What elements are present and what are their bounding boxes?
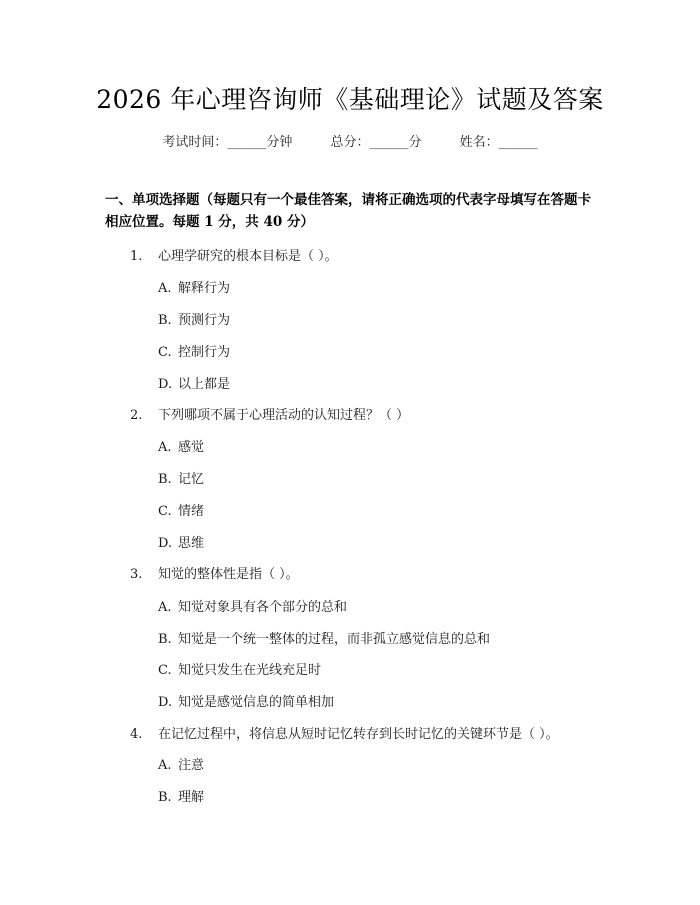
question [130,563,299,582]
option-text: 思维 [178,536,205,551]
option-letter: B. [158,313,172,328]
option-text: 控制行为 [178,345,231,360]
page-title: 2026 年心理咨询师《基础理论》试题及答案 [96,85,604,114]
question [130,245,338,264]
option-letter: A. [158,281,172,296]
question [130,723,559,742]
answer-option [158,754,204,773]
question-text: 心理学研究的根本目标是（ ）。 [158,249,338,264]
option-text: 知觉是一个统一整体的过程，而非孤立感觉信息的总和 [178,632,491,647]
answer-option [158,596,347,615]
option-text: 感觉 [178,440,205,455]
option-letter: D. [158,377,173,392]
option-letter: A. [158,758,172,773]
answer-option [158,532,204,551]
option-text: 知觉是感觉信息的简单相加 [178,695,335,710]
option-text: 知觉对象具有各个部分的总和 [178,600,348,615]
option-letter: C. [158,504,172,519]
question-text: 在记忆过程中，将信息从短时记忆转存到长时记忆的关键环节是（ ）。 [158,727,559,742]
option-letter: A. [158,440,172,455]
name-field: 姓名：______ [459,135,538,150]
answer-option [158,468,204,487]
answer-option [158,659,321,678]
question [130,404,409,423]
answer-option [158,309,230,328]
option-text: 以上都是 [178,377,231,392]
exam-meta [0,131,700,150]
answer-option [158,500,204,519]
option-letter: D. [158,536,173,551]
answer-option [158,341,230,360]
option-text: 记忆 [178,472,205,487]
question-number: 4. [130,727,143,742]
section-heading: 一、单项选择题（每题只有一个最佳答案，请将正确选项的代表字母填写在答题卡相应位置。每题 1 分，共 40 分） [105,192,591,230]
question-text: 下列哪项不属于心理活动的认知过程？（ ） [158,408,410,423]
question-number: 2. [130,408,143,423]
total-score-field: 总分：______分 [330,135,422,150]
option-letter: D. [158,695,173,710]
answer-option [158,628,490,647]
option-letter: B. [158,472,172,487]
answer-option [158,373,230,392]
option-letter: C. [158,663,172,678]
option-text: 情绪 [178,504,205,519]
question-number: 3. [130,567,143,582]
answer-option [158,691,334,710]
answer-option [158,277,230,296]
option-letter: B. [158,632,172,647]
answer-option [158,786,204,805]
option-letter: A. [158,600,172,615]
option-letter: B. [158,790,172,805]
answer-option [158,436,204,455]
question-number: 1. [130,249,143,264]
question-text: 知觉的整体性是指（ ）。 [158,567,299,582]
option-letter: C. [158,345,172,360]
option-text: 理解 [178,790,205,805]
option-text: 知觉只发生在光线充足时 [178,663,322,678]
option-text: 注意 [178,758,205,773]
option-text: 解释行为 [178,281,231,296]
option-text: 预测行为 [178,313,231,328]
exam-time-field: 考试时间：______分钟 [162,135,293,150]
